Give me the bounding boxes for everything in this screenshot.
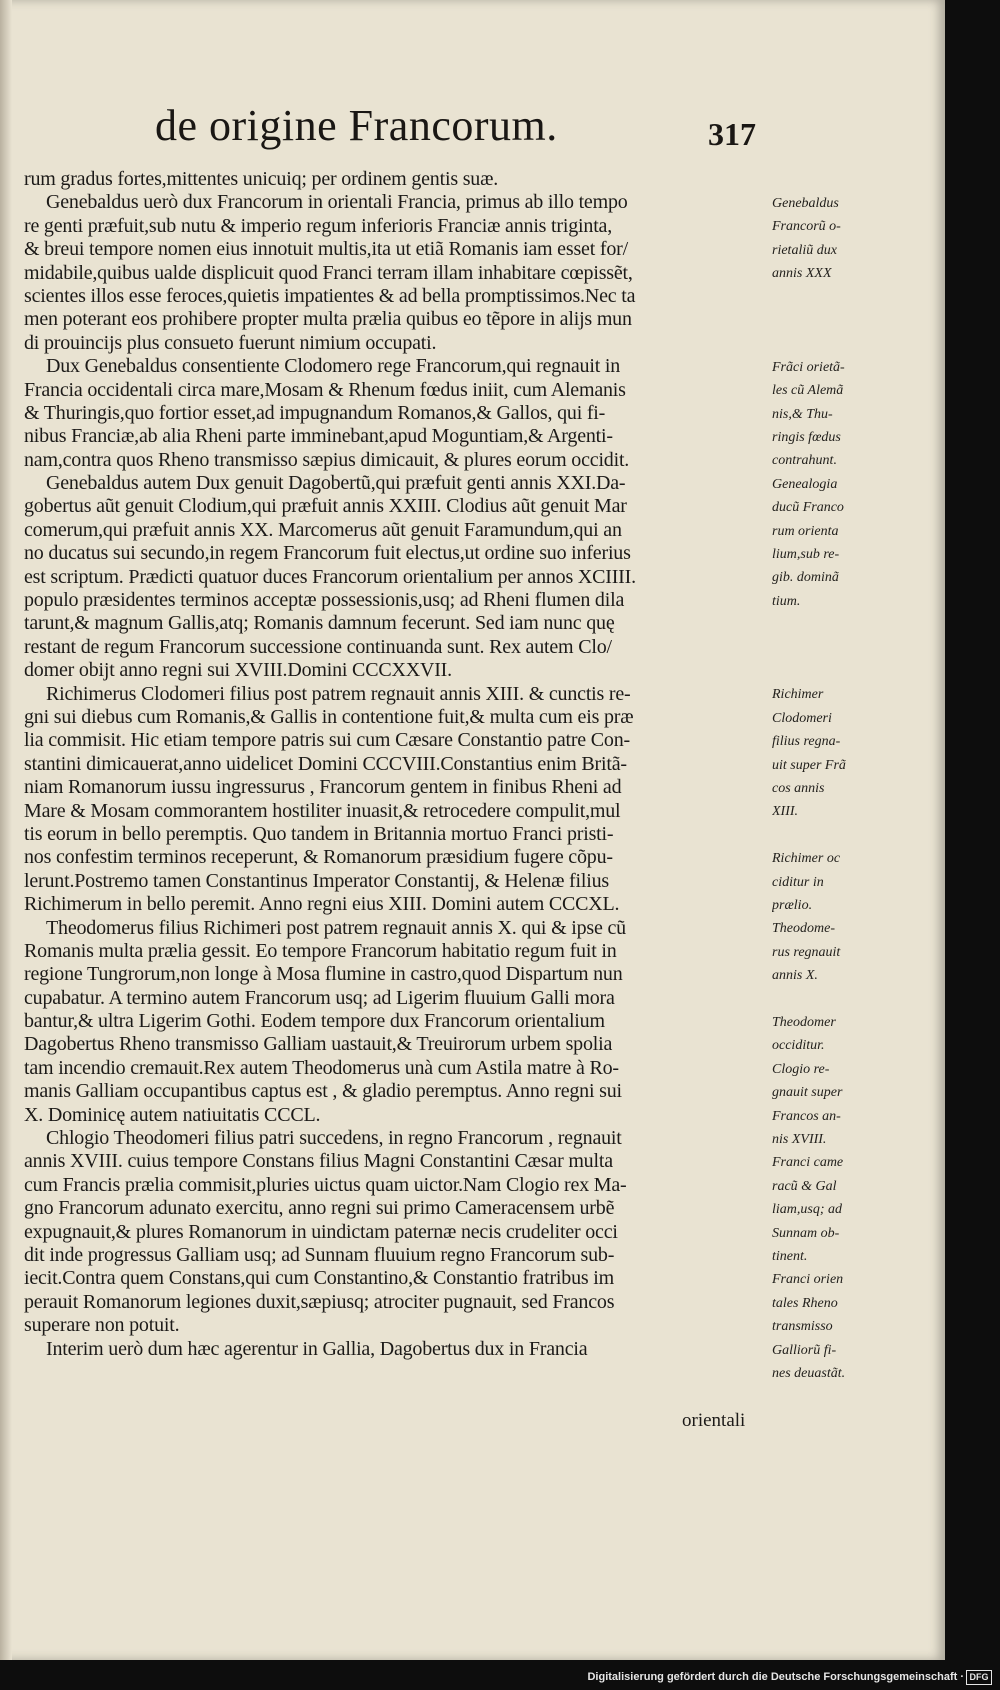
text-line: tam incendio cremauit.Rex autem Theodomerus unà cum Astila matre à Ro- (24, 1056, 619, 1079)
text-line: di prouincijs plus consueto fuerunt nimium occupati. (24, 331, 437, 354)
text-line: & breui tempore nomen eius innotuit multis,ita ut etiã Romanis iam esset for/ (24, 238, 628, 261)
page-gutter-shadow (0, 0, 12, 1660)
text-line: gobertus aũt genuit Clodium,qui præfuit annis XXIII. Clodius aũt genuit Mar (24, 495, 627, 518)
margin-note-line: contrahunt. (772, 453, 837, 469)
margin-note-line: gib. dominã (772, 570, 839, 586)
text-line: gno Francorum adunato exercitu, anno regni sui primo Cameracensem urbẽ (24, 1197, 615, 1220)
margin-note-line: filius regna- (772, 734, 841, 750)
margin-note-line: rum orienta (772, 523, 839, 539)
margin-note-line: rietaliũ dux (772, 242, 837, 258)
margin-note-line: Genebaldus (772, 196, 839, 211)
margin-note-line: Franci orien (772, 1272, 844, 1288)
text-line: niam Romanorum iussu ingressurus , Francorum gentem in finibus Rheni ad (24, 776, 622, 799)
text-line: Richimerum in bello peremit. Anno regni eius XIII. Domini autem CCCXL. (24, 893, 620, 916)
margin-note-line: annis XXX (772, 266, 832, 282)
text-line: tis eorum in bello peremptis. Quo tandem in Britannia mortuo Franci pristi- (24, 822, 614, 845)
margin-note-line: Galliorũ fi- (772, 1342, 837, 1358)
text-line: regione Tungrorum,non longe à Mosa flumine in castro,quod Dispartum nun (24, 963, 623, 986)
text-line: domer obijt anno regni sui XVIII.Domini CCCXXVII. (24, 659, 452, 682)
text-line: lerunt.Postremo tamen Constantinus Imperator Constantij, & Helenæ filius (24, 869, 609, 892)
text-line: dit inde progressus Galliam usq; ad Sunnam fluuium regno Francorum sub- (24, 1243, 615, 1266)
margin-note-line: Sunnam ob- (772, 1225, 840, 1241)
margin-note-line: Richimer oc (772, 851, 841, 867)
margin-note-line: annis X. (772, 968, 818, 984)
text-line: bantur,& ultra Ligerim Gothi. Eodem tempore dux Francorum orientalium (24, 1010, 605, 1033)
page-number: 317 (708, 116, 756, 152)
text-line: stantini dimicauerat,anno uidelicet Domini CCCVIII.Constantius enim Britã- (24, 752, 627, 775)
text-line: Genebaldus uerò dux Francorum in orientali Francia, primus ab illo tempo (46, 191, 628, 214)
text-line: Theodomerus filius Richimeri post patrem regnauit annis X. qui & ipse cũ (46, 916, 626, 939)
text-line: gni sui diebus cum Romanis,& Gallis in contentione fuit,& multa cum eis præ (24, 705, 634, 728)
margin-note-line: ducũ Franco (772, 500, 844, 516)
margin-note-line: Theodome- (772, 921, 835, 937)
margin-note-line: transmisso (772, 1319, 833, 1335)
margin-note-line: prælio. (772, 897, 813, 913)
margin-note-line: Frãci orietã- (772, 359, 845, 375)
margin-note-line: les cũ Alemã (772, 383, 844, 399)
text-line: Romanis multa prælia gessit. Eo tempore Francorum habitatio regum fuit in (24, 939, 617, 962)
text-line: est scriptum. Prædicti quatuor duces Francorum orientalium per annos XCIIII. (24, 565, 636, 588)
margin-note-line: liam,usq; ad (772, 1202, 842, 1218)
text-line: Francia occidentali circa mare,Mosam & Rhenum fœdus iniit, cum Alemanis (24, 378, 626, 401)
text-line: Dagobertus Rheno transmisso Galliam uastauit,& Treuirorum urbem spolia (24, 1033, 613, 1056)
text-line: no ducatus sui secundo,in regem Francorum fuit electus,ut ordine suo inferius (24, 542, 631, 565)
margin-note-line: Theodomer (772, 1015, 836, 1030)
margin-note-line: lium,sub re- (772, 546, 840, 562)
margin-note (772, 917, 872, 987)
margin-note (772, 356, 872, 473)
text-line: re genti præfuit,sub nutu & imperio regum inferioris Franciæ annis triginta, (24, 214, 613, 237)
margin-note-line: Genealogia (772, 476, 838, 492)
margin-note-line: Francorũ o- (772, 219, 841, 235)
margin-note-line: nes deuastãt. (772, 1365, 846, 1381)
margin-note-line: ciditur in (772, 874, 824, 890)
text-line: lia commisit. Hic etiam tempore patris sui cum Cæsare Constantio patre Con- (24, 729, 630, 752)
margin-note (772, 1011, 872, 1058)
text-line: nos confestim terminos receperunt, & Romanorum præsidium fugere cõpu- (24, 846, 613, 869)
margin-note-line: Francos an- (772, 1108, 841, 1124)
text-line: populo præsidentes terminos acceptæ possessionis,usq; ad Rheni flumen dila (24, 589, 625, 612)
margin-note-line: Clodomeri (772, 710, 832, 726)
text-line: & Thuringis,quo fortior esset,ad impugnandum Romanos,& Gallos, qui fi- (24, 401, 606, 424)
text-line: Dux Genebaldus consentiente Clodomero rege Francorum,qui regnauit in (46, 355, 621, 378)
margin-note (772, 192, 872, 286)
margin-note-line: racũ & Gal (772, 1178, 837, 1194)
text-line: tarunt,& magnum Gallis,atq; Romanis damnum fecerunt. Sed iam nunc quę (24, 612, 615, 635)
text-line: Chlogio Theodomeri filius patri succedens, in regno Francorum , regnauit (46, 1127, 622, 1150)
text-line: scientes illos esse feroces,quietis impatientes & ad bella promptissimos.Nec ta (24, 284, 636, 307)
margin-note-line: rus regnauit (772, 944, 841, 960)
margin-note (772, 1268, 872, 1385)
margin-note-line: ringis fœdus (772, 429, 841, 445)
text-line: nibus Franciæ,ab alia Rheni parte imminebant,apud Moguntiam,& Argenti- (24, 425, 613, 448)
main-text-column (24, 168, 764, 1361)
text-line: cum Francis prælia commisit,pluries uictus quam uictor.Nam Clogio rex Ma- (24, 1173, 627, 1196)
running-head-title: de origine Francorum. (155, 101, 558, 150)
text-line: cupabatur. A termino autem Francorum usq; ad Ligerim fluuium Galli mora (24, 986, 615, 1009)
margin-note-line: uit super Frã (772, 757, 846, 773)
margin-note (772, 683, 872, 823)
text-line: Genebaldus autem Dux genuit Dagobertũ,qui præfuit genti annis XXI.Da- (46, 472, 626, 495)
text-line: Interim uerò dum hæc agerentur in Gallia, Dagobertus dux in Francia (46, 1337, 588, 1360)
text-line: Mare & Mosam commorantem hostiliter inuasit,& retrocedere compulit,mul (24, 799, 621, 822)
text-line: restant de regum Francorum successione continuanda sunt. Rex autem Clo/ (24, 635, 612, 658)
text-line: comerum,qui præfuit annis XX. Marcomerus aũt genuit Faramundum,qui an (24, 518, 622, 541)
margin-note-line: tium. (772, 593, 801, 609)
text-line: perauit Romanorum legiones duxit,sæpiusq; atrociter pugnauit, sed Francos (24, 1290, 615, 1313)
text-line: iecit.Contra quem Constans,qui cum Constantino,& Constantio fratribus im (24, 1267, 614, 1290)
margin-note-line: gnauit super (772, 1085, 843, 1101)
text-line: men poterant eos prohibere propter multa prælia quibus eo tẽpore in alijs mun (24, 308, 632, 331)
dfg-logo: DFG (966, 1670, 992, 1685)
margin-note-line: cos annis (772, 780, 825, 796)
margin-note-line: tales Rheno (772, 1295, 838, 1311)
text-line: midabile,quibus ualde displicuit quod Franci terram illam inhabitare cœpissẽt, (24, 261, 633, 284)
funding-credit: Digitalisierung gefördert durch die Deutsche Forschungsgemeinschaft · (587, 1671, 964, 1683)
margin-note-line: Clogio re- (772, 1061, 830, 1077)
margin-note-line: tinent. (772, 1248, 808, 1264)
catchword: orientali (682, 1410, 746, 1431)
text-line: Richimerus Clodomeri filius post patrem regnauit annis XIII. & cunctis re- (46, 682, 631, 705)
margin-note-line: nis,& Thu- (772, 406, 833, 422)
margin-note-line: XIII. (772, 804, 799, 820)
text-line: rum gradus fortes,mittentes unicuiq; per ordinem gentis suæ. (24, 168, 499, 190)
text-line: expugnauit,& plures Romanorum in uindictam paternæ necis crudeliter occi (24, 1220, 618, 1243)
margin-note-line: occiditur. (772, 1038, 825, 1054)
margin-note (772, 473, 872, 613)
margin-note-line: nis XVIII. (772, 1131, 827, 1147)
margin-note (772, 1151, 872, 1268)
text-line: annis XVIII. cuius tempore Constans filius Magni Constantini Cæsar multa (24, 1150, 613, 1173)
margin-note-line: Richimer (772, 687, 824, 703)
margin-note (772, 1058, 872, 1152)
text-line: nam,contra quos Rheno transmisso sæpius dimicauit, & plures eorum occidit. (24, 448, 630, 471)
margin-note (772, 847, 872, 917)
text-line: X. Dominicę autem natiuitatis CCCL. (24, 1103, 321, 1126)
text-line: manis Galliam occupantibus captus est , & gladio peremptus. Anno regni sui (24, 1080, 622, 1103)
text-line: superare non potuit. (24, 1314, 180, 1337)
margin-note-line: Franci came (772, 1155, 844, 1171)
